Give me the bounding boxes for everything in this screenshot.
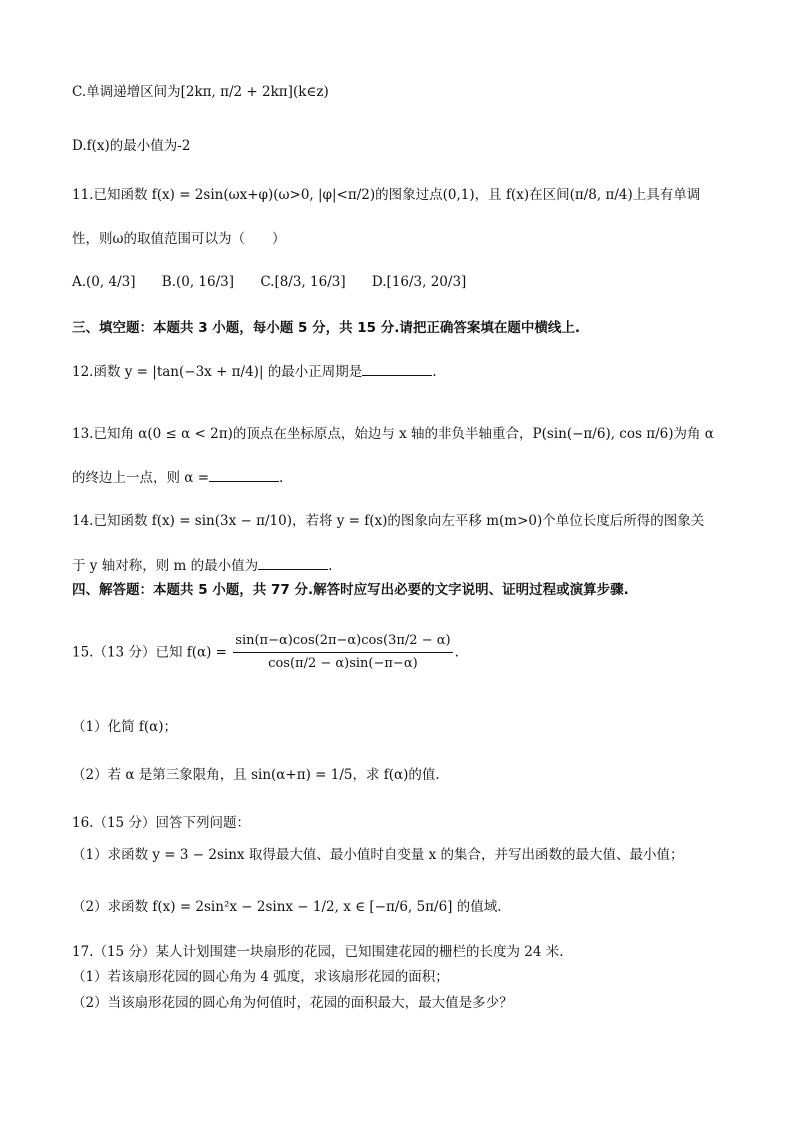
q10-option-d: D.f(x)的最小值为-2 xyxy=(72,138,191,154)
q12-text: 12.函数 y = |tan(−3x + π/4)| 的最小正周期是 xyxy=(72,364,363,380)
q13-line2: 的终边上一点，则 α = . xyxy=(72,467,734,488)
q16-part1: （1）求函数 y = 3 − 2sinx 取得最大值、最小值时自变量 x 的集合，并写出函数的最大值、最小值； xyxy=(72,847,684,863)
q11-option-d: D.[16/3, 20/3] xyxy=(371,274,467,290)
q14-line2: 于 y 轴对称，则 m 的最小值为 . xyxy=(72,555,734,576)
q11-option-a: A.(0, 4/3] xyxy=(72,274,136,290)
section-fill-in-heading: 三、填空题：本题共 3 小题，每小题 5 分，共 15 分.请把正确答案填在题中横线上. xyxy=(72,320,581,336)
q12: 12.函数 y = |tan(−3x + π/4)| 的最小正周期是 . xyxy=(72,361,734,382)
q11-options xyxy=(72,272,734,292)
q13-line1: 13.已知角 α(0 ≤ α < 2π)的顶点在坐标原点，始边与 x 轴的非负半轴重合，P(sin(−π/6), cos π/6)为角 α xyxy=(72,426,714,442)
q11-stem-line2: 性，则ω的取值范围可以为（ ） xyxy=(72,231,286,247)
section-answer-heading: 四、解答题：本题共 5 小题，共 77 分.解答时应写出必要的文字说明、证明过程或演算步骤. xyxy=(72,582,629,598)
q11-option-c: C.[8/3, 16/3] xyxy=(260,274,346,290)
q15-part1: （1）化简 f(α)； xyxy=(72,719,178,735)
q15-fraction xyxy=(233,630,452,675)
q15-denominator: cos(π/2 − α)sin(−π−α) xyxy=(268,656,418,671)
q10-option-c: C.单调递增区间为[2kπ, π/2 + 2kπ](k∈z) xyxy=(72,84,329,100)
q14-line1: 14.已知函数 f(x) = sin(3x − π/10)，若将 y = f(x)的图象向左平移 m(m>0)个单位长度后所得的图象关 xyxy=(72,513,705,529)
q14-answer-blank xyxy=(258,555,328,570)
q11-option-b: B.(0, 16/3] xyxy=(161,274,235,290)
q16-stem: 16.（15 分）回答下列问题： xyxy=(72,815,250,831)
q15-stem: 15.（13 分）已知 f(α) = $\frac{\sin(\pi-\alpha)\cos(2\pi-\alpha)\cos(3\pi/2 - \alpha)}{\cos(\pi/2 - \alpha)\sin(-\pi-\alpha)}$ . xyxy=(72,630,734,686)
q15-numerator: sin(π−α)cos(2π−α)cos(3π/2 − α) xyxy=(233,630,452,653)
q17-stem: 17.（15 分）某人计划围建一块扇形的花园，已知围建花园的栅栏的长度为 24 米. xyxy=(72,944,564,960)
q12-answer-blank xyxy=(362,361,432,376)
q17-part1: （1）若该扇形花园的圆心角为 4 弧度，求该扇形花园的面积； xyxy=(72,969,449,985)
q13-line2-text: 的终边上一点，则 α = xyxy=(72,470,210,486)
q11-stem-line1: 11.已知函数 f(x) = 2sin(ωx+φ)(ω>0, |φ|<π/2)的图象过点(0,1)，且 f(x)在区间(π/8, π/4)上具有单调 xyxy=(72,187,701,203)
q15-stem-text: 15.（13 分）已知 f(α) = xyxy=(72,644,227,661)
q14-line2-text: 于 y 轴对称，则 m 的最小值为 xyxy=(72,558,259,574)
q13-answer-blank xyxy=(209,467,279,482)
q17-part2: （2）当该扇形花园的圆心角为何值时，花园的面积最大，最大值是多少？ xyxy=(72,995,513,1011)
q16-part2: （2）求函数 f(x) = 2sin²x − 2sinx − 1/2, x ∈ [−π/6, 5π/6] 的值域. xyxy=(72,899,502,915)
q15-part2: （2）若 α 是第三象限角，且 sin(α+π) = 1/5，求 f(α)的值. xyxy=(72,767,440,783)
